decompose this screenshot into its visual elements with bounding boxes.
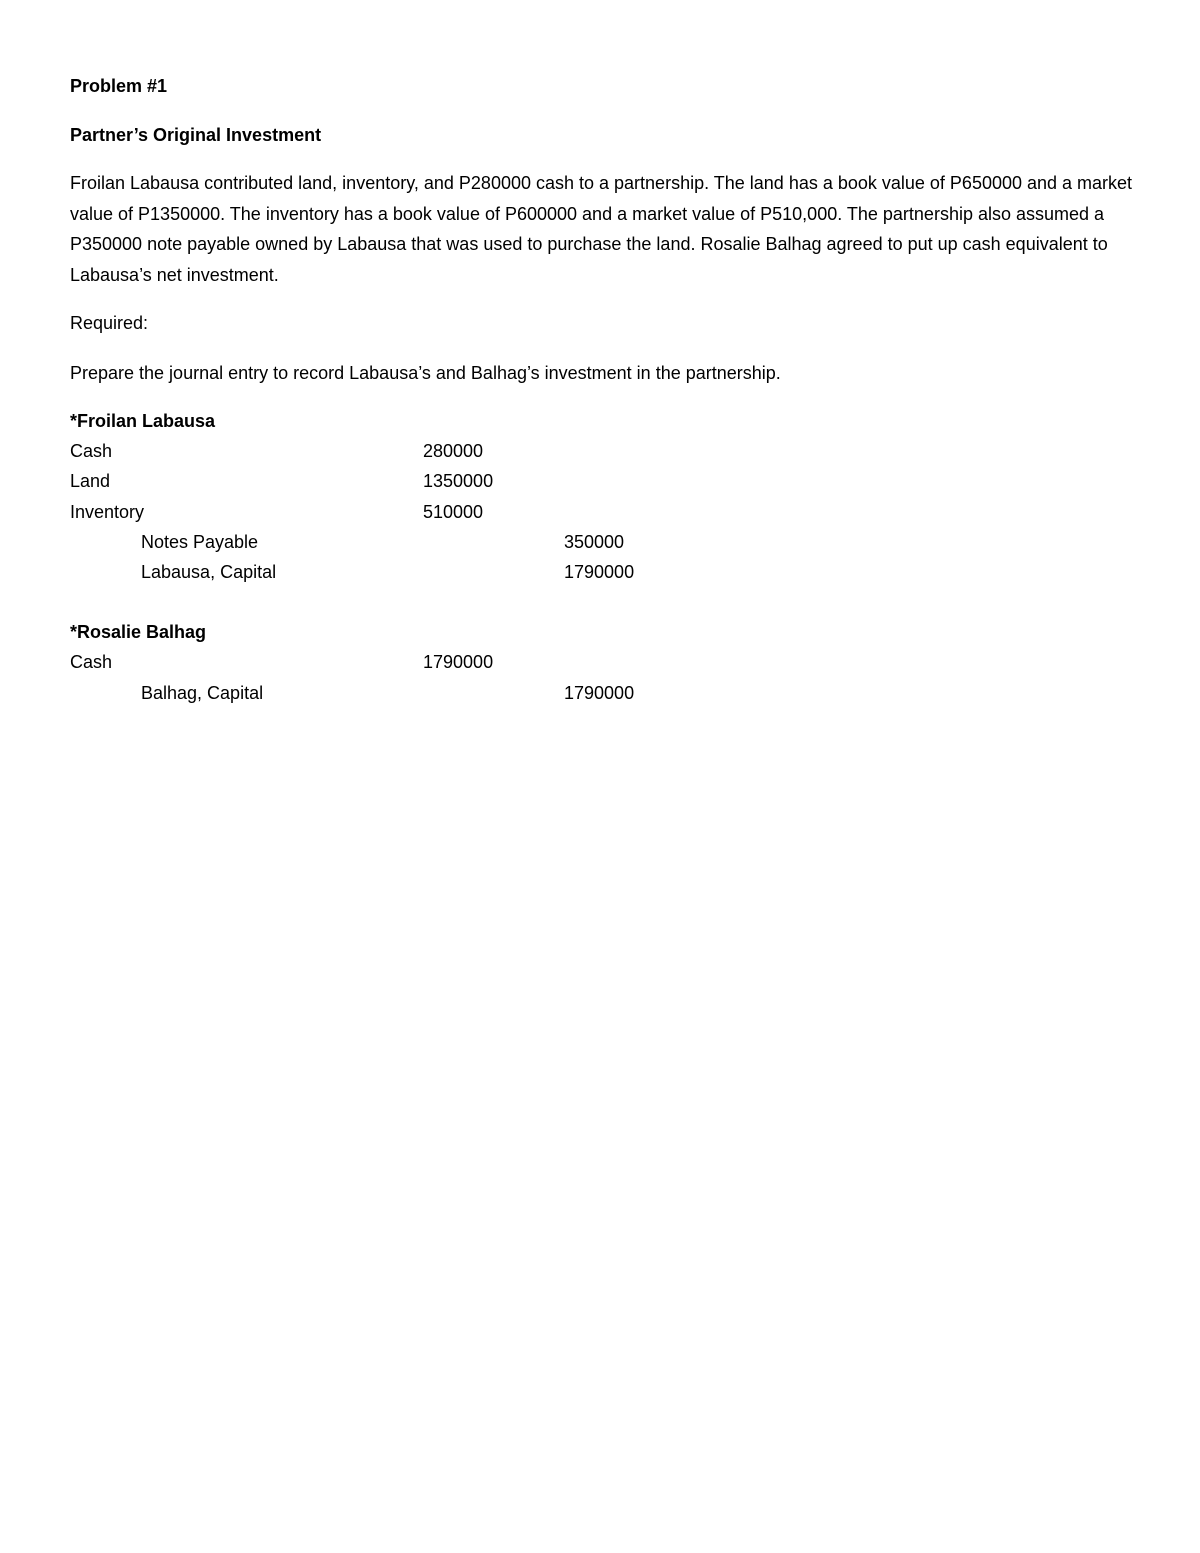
account-name: Cash — [70, 441, 113, 461]
journal-line — [70, 436, 1140, 466]
account-name: Labausa, Capital — [141, 562, 277, 583]
journal-line — [70, 647, 1140, 677]
debit-amount: 1790000 — [423, 652, 494, 673]
entry-title: *Froilan Labausa — [70, 411, 216, 431]
credit-amount: 1790000 — [564, 682, 635, 703]
required-label: Required: — [70, 313, 149, 333]
account-name: Notes Payable — [141, 531, 259, 552]
document-content — [70, 72, 1140, 708]
debit-amount: 1350000 — [423, 471, 494, 492]
debit-amount: 280000 — [423, 441, 484, 461]
problem-subtitle: Partner’s Original Investment — [70, 125, 322, 145]
account-name: Cash — [70, 652, 113, 673]
account-name: Inventory — [70, 501, 145, 522]
journal-entry-labausa — [70, 406, 1140, 587]
entry-spacer — [70, 587, 1140, 617]
instruction-text: Prepare the journal entry to record Labausa’s and Balhag’s investment in the partnership. — [70, 362, 781, 383]
account-name: Balhag, Capital — [141, 682, 264, 703]
debit-amount: 510000 — [423, 501, 484, 522]
journal-line — [70, 497, 1140, 527]
credit-amount: 1790000 — [564, 562, 635, 583]
journal-line — [70, 527, 1140, 557]
journal-entry-balhag — [70, 617, 1140, 708]
problem-title: Problem #1 — [70, 76, 168, 96]
journal-line — [70, 557, 1140, 587]
entry-title: *Rosalie Balhag — [70, 622, 207, 643]
credit-amount: 350000 — [564, 531, 625, 552]
problem-text: Froilan Labausa contributed land, inventory, and P280000 cash to a partnership. The land has a book value of P650000 and a market value of P1350000. The inventory has a book value of P600000 and a market value of P510,000. The partnership also assumed a P350000 note payable owned by Labausa that was used to purchase the land. Rosalie Balhag agreed to put up cash equivalent to Labausa’s net investment. — [70, 173, 1133, 285]
journal-line — [70, 466, 1140, 496]
journal-line — [70, 678, 1140, 708]
account-name: Land — [70, 471, 111, 492]
